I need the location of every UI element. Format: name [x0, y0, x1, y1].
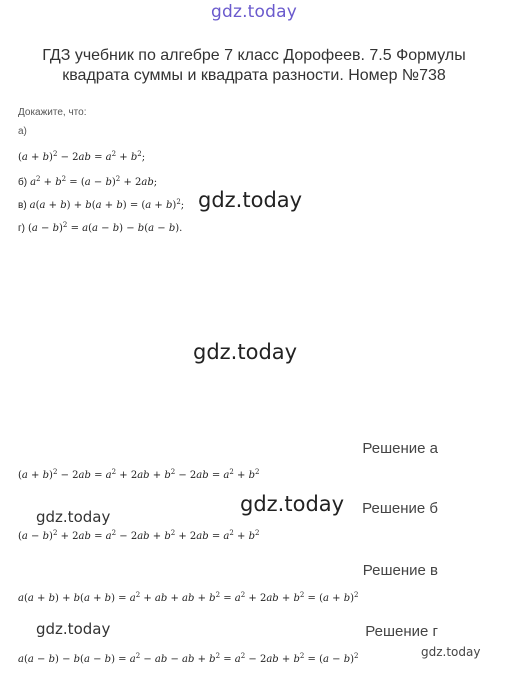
task-label-g: г): [18, 223, 25, 234]
task-label-a: а): [18, 126, 27, 137]
solution-v-header: Решение в: [362, 562, 438, 579]
site-logo[interactable]: gdz.today: [210, 2, 298, 22]
task-formula-b: б) $a^2 + b^2 = (a - b)^2 + 2ab$;: [18, 175, 158, 188]
watermark-1: gdz.today: [198, 188, 303, 212]
watermark-5: gdz.today: [36, 620, 111, 638]
page-title: [0, 46, 508, 86]
title-line-1: ГДЗ учебник по алгебре 7 класс Дорофеев. 7.5 Формулы: [42, 47, 466, 64]
task-label-b: б): [18, 177, 28, 188]
task-label-v: в): [18, 200, 27, 211]
task-formula-v: в) $a(a + b) + b(a + b) = (a + b)^2$;: [18, 198, 185, 211]
solution-b-header: Решение б: [362, 500, 438, 517]
task-intro: Докажите, что:: [18, 107, 87, 118]
solution-a-formula: $(a + b)^2 - 2ab = a^2 + 2ab + b^2 - 2ab = a^2 + b^2$: [18, 468, 260, 481]
watermark-4: gdz.today: [36, 508, 111, 526]
solution-b-formula: $(a - b)^2 + 2ab = a^2 - 2ab + b^2 + 2ab = a^2 + b^2$: [18, 529, 260, 542]
watermark-3: gdz.today: [240, 492, 345, 516]
title-line-2: квадрата суммы и квадрата разности. Номер №738: [62, 67, 446, 84]
solution-g-header: Решение г: [365, 623, 438, 640]
watermark-2: gdz.today: [193, 340, 298, 364]
solution-g-formula: $a(a - b) - b(a - b) = a^2$ − ab − ab + $b^2 = a^2 - 2ab + b^2 = (a - b)^2$: [18, 652, 359, 665]
watermark-6: gdz.today: [421, 645, 481, 659]
solution-a-header: Решение а: [362, 440, 438, 457]
solution-v-formula: $a(a + b) + b(a + b) = a^2$ + ab + ab + $b^2 = a^2 + 2ab + b^2 = (a + b)^2$: [18, 591, 359, 604]
task-formula-a: $(a + b)^2 - 2ab = a^2 + b^2$;: [18, 150, 146, 163]
task-formula-g: г) $(a - b)^2 = a(a - b) - b(a - b)$.: [18, 221, 183, 234]
